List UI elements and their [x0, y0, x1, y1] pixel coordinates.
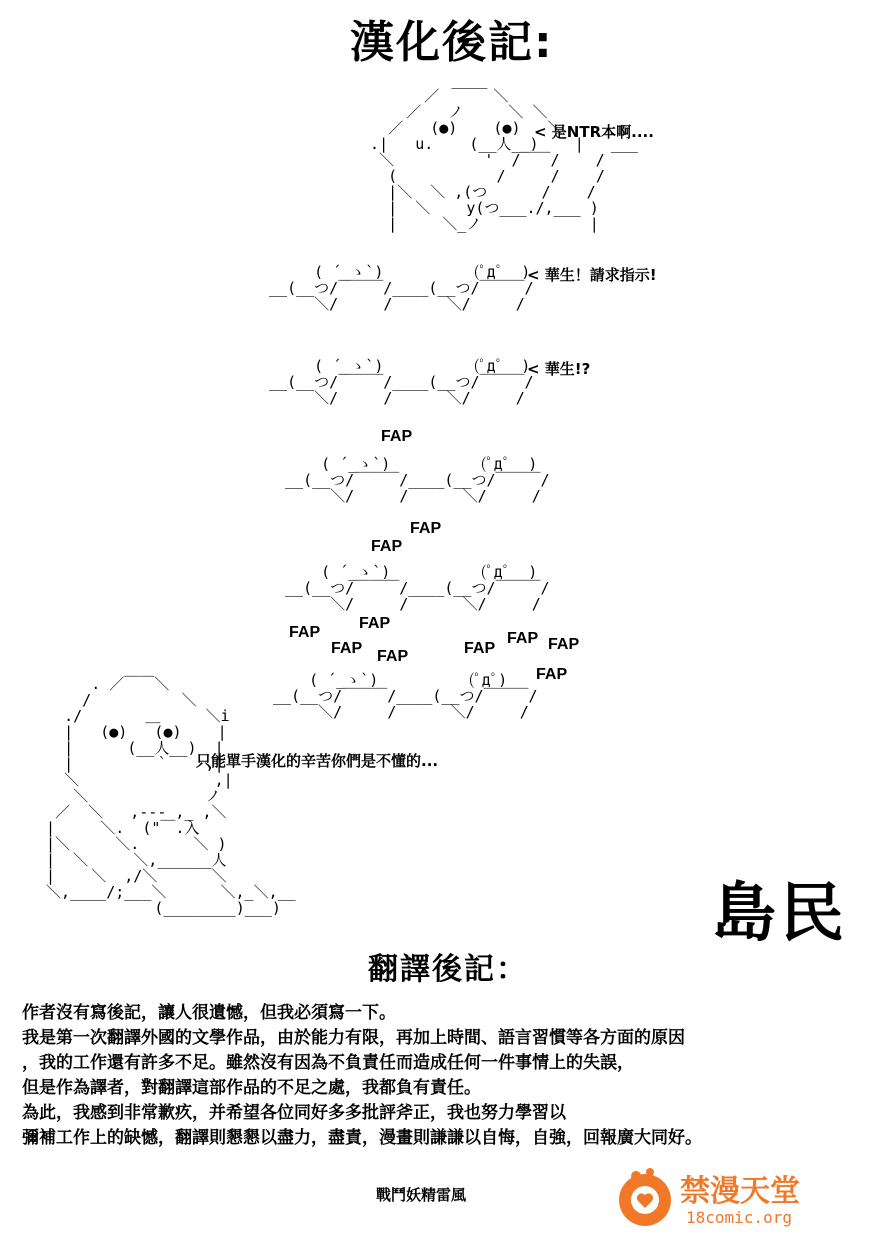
- fap-sfx: FAP: [410, 520, 442, 537]
- aa-typing-pair-4: ( ´_ゝ`) (ﾟдﾟ ) __(__つ/￣￣￣/____(__つ/￣￣￣/ ＼/ / ＼/ /: [285, 563, 550, 613]
- fap-sfx: FAP: [381, 428, 413, 445]
- note-line: 為此，我感到非常歉疚，并希望各位同好多多批評斧正，我也努力學習以: [22, 1103, 566, 1123]
- note-line: 我是第一次翻譯外國的文學作品，由於能力有限，再加上時間、語言習慣等各方面的原因: [22, 1028, 685, 1048]
- aa-typing-pair-3: ( ´_ゝ`) (ﾟдﾟ ) __(__つ/￣￣￣/____(__つ/￣￣￣/ ＼/ / ＼/ /: [285, 455, 550, 505]
- watermark-url: 18comic.org: [686, 1208, 792, 1227]
- aa-typing-pair-2: ( ´_ゝ`) (ﾟдﾟ ) __(__つ/￣￣￣/____(__つ/￣￣￣/ ＼/ / ＼/ /: [269, 357, 534, 407]
- watermark: [614, 1164, 854, 1230]
- note-line: ，我的工作還有許多不足。雖然沒有因為不負責任而造成任何一件事情上的失誤，: [22, 1053, 634, 1073]
- speech-bubble-3: < 華生!?: [527, 360, 591, 378]
- fap-sfx: FAP: [464, 640, 496, 657]
- fap-sfx: FAP: [548, 636, 580, 653]
- fap-sfx: FAP: [331, 640, 363, 657]
- aa-sitting-figure: . ／￣￣＼ / ＼ ./ ＿ ＼i | (●) (●) | | (__人__) | | ｀ ,| ＼ ,| ＼ ノ ／ ＼ ,--- ,_ ,＼ | ＼. ("￣.入 |＼ ＼. ＼ ) | ＼ ＼,______人 | ＼ ,/＼ ＼ ＼,____/;___＼ ＼,_＼,__ (________)___): [46, 675, 296, 917]
- translator-signature: 戰鬥妖精雷風: [376, 1186, 467, 1204]
- calligraphy-seal: 島民: [712, 876, 848, 951]
- aa-typing-pair-5: ( ´_ゝ`) (ﾟдﾟ) __(__つ/￣￣￣/____(__つ/￣￣￣/ ＼/ / ＼/ /: [273, 671, 538, 721]
- fap-sfx: FAP: [377, 648, 409, 665]
- speech-bubble-bottom: 只能單手漢化的辛苦你們是不懂的...: [196, 752, 439, 770]
- fap-sfx: FAP: [536, 666, 568, 683]
- fap-sfx: FAP: [371, 538, 403, 555]
- fap-sfx: FAP: [289, 624, 321, 641]
- aa-typing-pair-1: ( ´_ゝ`) (ﾟдﾟ ) __(__つ/￣￣￣/____(__つ/￣￣￣/ ＼/ / ＼/ /: [269, 263, 534, 313]
- page-title: 漢化後記:: [350, 17, 554, 68]
- watermark-text: 禁漫天堂: [680, 1174, 800, 1209]
- translator-notes: [22, 1001, 702, 1151]
- speech-bubble-1: < 是NTR本啊....: [534, 123, 654, 141]
- note-line: 彌補工作上的缺憾，翻譯則懇懇以盡力，盡責，漫畫則謙謙以自悔，自強，回報廣大同好。: [22, 1128, 702, 1148]
- note-line: 作者沒有寫後記，讓人很遺憾，但我必須寫一下。: [22, 1003, 396, 1023]
- fap-sfx: FAP: [507, 630, 539, 647]
- note-line: 但是作為譯者，對翻譯這部作品的不足之處，我都負有責任。: [22, 1078, 481, 1098]
- aa-shocked-face: ____ ／ ＼ ／ ノ ＼ ＼ ／ (●) (●) ＼ .| u. (__人__) | ___ ＼ ' /￣￣/ / ( / / / |＼ ＼ ,(つ / / | ＼ y(つ___./,___ ) | ＼_ノ |: [370, 71, 638, 233]
- speech-bubble-2: < 華生！請求指示!: [527, 266, 657, 284]
- translator-title: 翻譯後記：: [368, 952, 528, 987]
- fap-sfx: FAP: [359, 615, 391, 632]
- watermark-logo-icon: [614, 1164, 680, 1230]
